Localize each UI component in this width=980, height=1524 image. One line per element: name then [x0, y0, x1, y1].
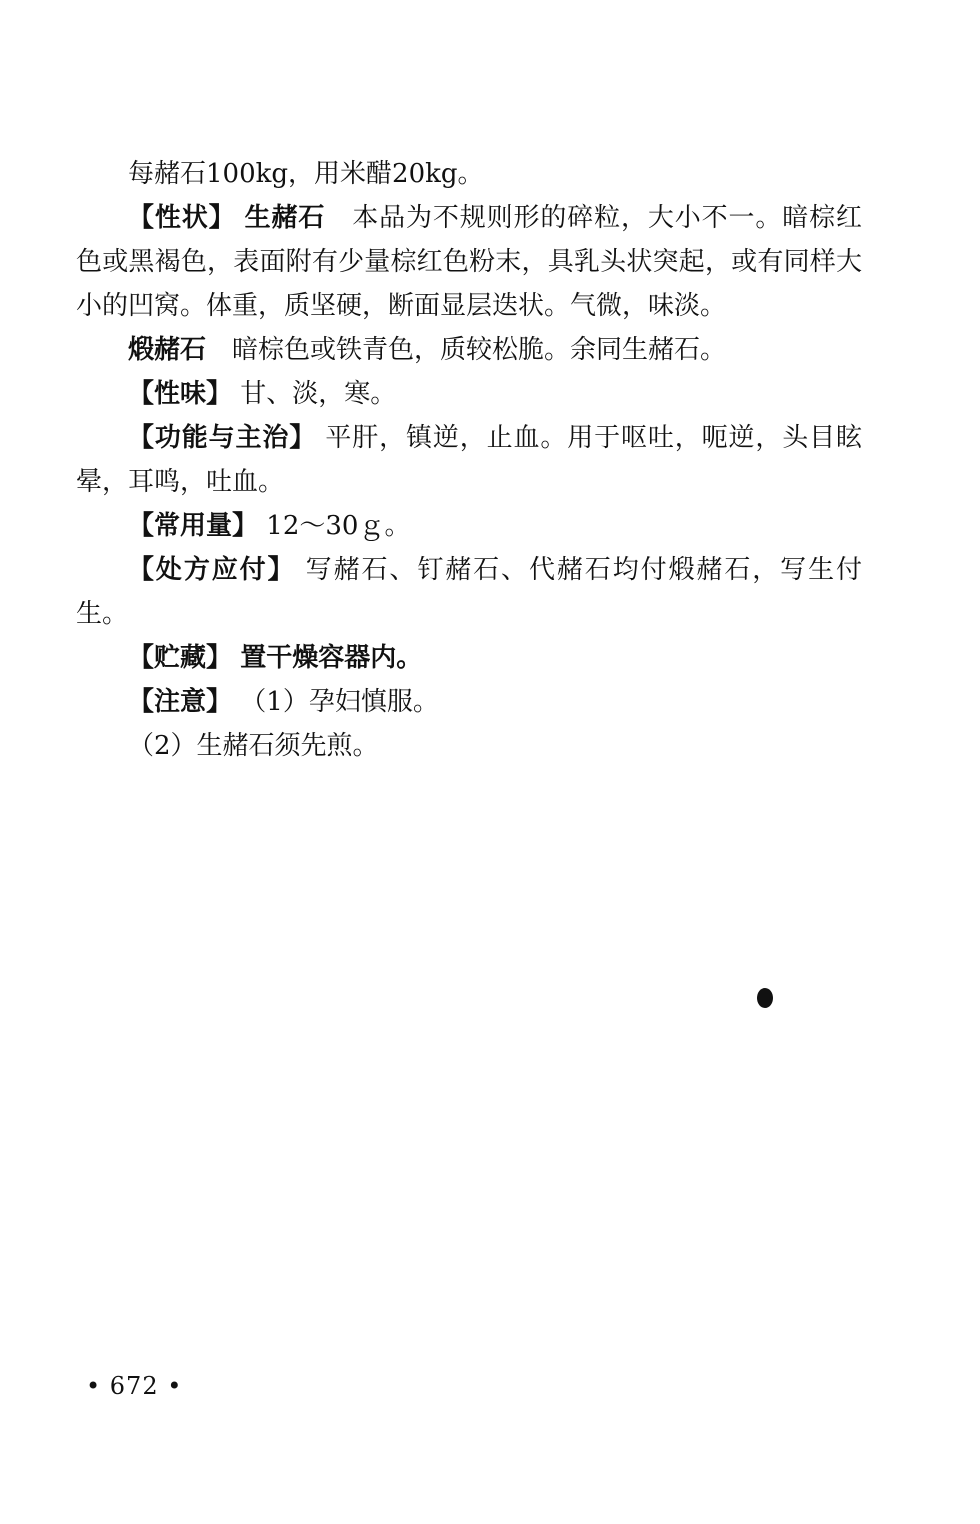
- chufang-label: 【处方应付】: [128, 555, 296, 585]
- chufang-paragraph: [76, 548, 862, 636]
- xingzhuang-paragraph: [76, 196, 862, 328]
- page-number: • 672 •: [86, 1372, 183, 1400]
- zhucang-text: 置干燥容器内。: [240, 643, 423, 673]
- ratio-line: [76, 152, 862, 196]
- yongliang-text: 12～30ｇ。: [266, 511, 411, 541]
- sheng-zheshi-term: 生赭石: [244, 203, 326, 233]
- zhucang-label: 【贮藏】: [128, 643, 233, 673]
- yongliang-label: 【常用量】: [128, 511, 259, 541]
- duan-zheshi-paragraph: [76, 328, 862, 372]
- zhuyi-paragraph-2: [76, 724, 862, 768]
- duan-zheshi-term: 煅赭石: [128, 335, 207, 365]
- page-body: [76, 152, 862, 768]
- xingwei-label: 【性味】: [128, 379, 233, 409]
- gongneng-paragraph: [76, 416, 862, 504]
- zhuyi-paragraph: [76, 680, 862, 724]
- xingzhuang-label: 【性状】: [128, 203, 236, 233]
- xingwei-text: 甘、淡，寒。: [240, 379, 397, 409]
- xingwei-paragraph: [76, 372, 862, 416]
- ink-spot: [757, 988, 773, 1008]
- xingzhuang-text: 本品为不规则形的碎粒，大小不一。暗棕红色或黑褐色，表面附有少量棕红色粉末，具乳头状突起，或有同样大小的凹窝。体重，质坚硬，断面显层迭状。气微，味淡。: [76, 203, 862, 321]
- zhuyi-text: （1）孕妇慎服。: [240, 687, 439, 717]
- zhuyi-text-2: （2）生赭石须先煎。: [128, 731, 379, 761]
- yongliang-paragraph: [76, 504, 862, 548]
- gongneng-text: 平肝，镇逆，止血。用于呕吐，呃逆，头目眩晕，耳鸣，吐血。: [76, 423, 862, 497]
- zhuyi-label: 【注意】: [128, 687, 233, 717]
- ratio-text: 每赭石100kg，用米醋20kg。: [128, 159, 484, 189]
- duan-zheshi-text: 暗棕色或铁青色，质较松脆。余同生赭石。: [232, 335, 727, 365]
- gongneng-label: 【功能与主治】: [128, 423, 317, 453]
- zhucang-paragraph: [76, 636, 862, 680]
- chufang-text: 写赭石、钉赭石、代赭石均付煅赭石，写生付生。: [76, 555, 862, 629]
